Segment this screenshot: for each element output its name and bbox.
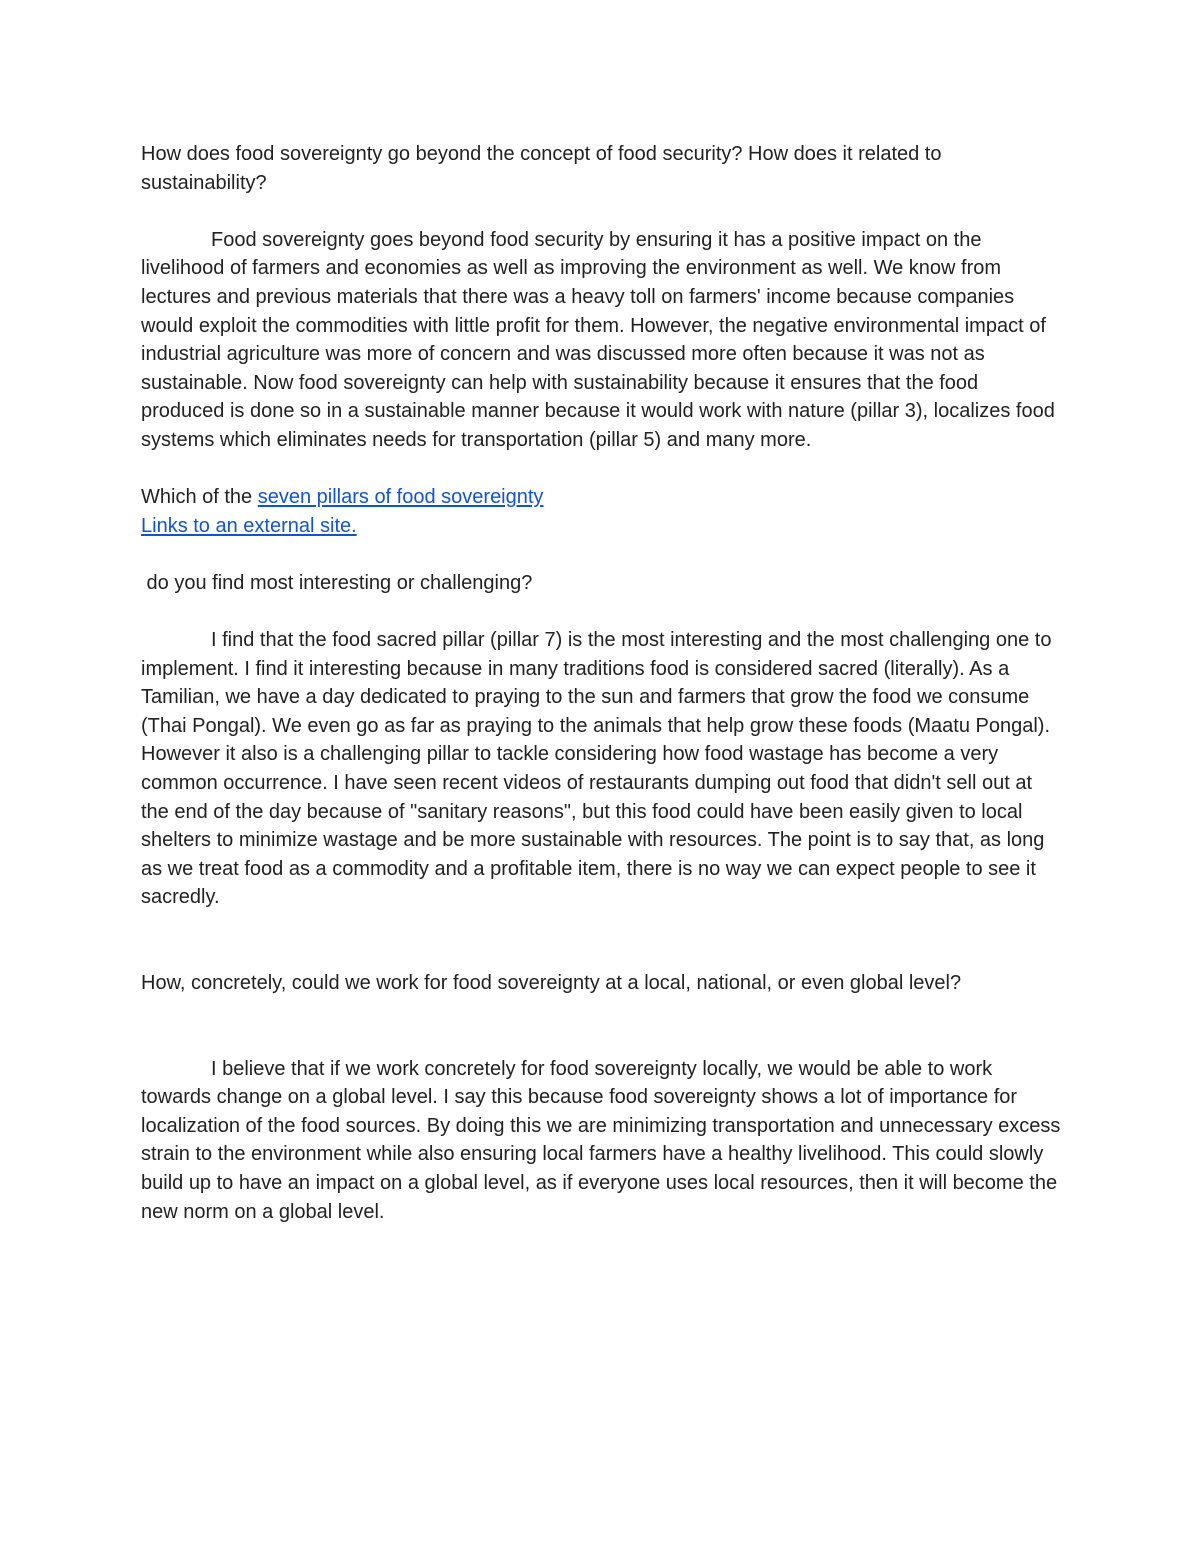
spacer <box>141 540 1061 569</box>
question-2-suffix: do you find most interesting or challenging? <box>141 571 533 594</box>
external-link-line <box>141 512 1061 541</box>
document-body <box>141 140 1061 1226</box>
question-1: How does food sovereignty go beyond the concept of food security? How does it related to sustainability? <box>141 143 942 194</box>
answer-2: I find that the food sacred pillar (pillar 7) is the most interesting and the most challenging one to implement. I find it interesting because in many traditions food is considered sacred (literally). As a Tamilian, we have a day dedicated to praying to the sun and farmers that grow the food we consume (Thai Pongal). We even go as far as praying to the animals that help grow these foods (Maatu Pongal). However it also is a challenging pillar to tackle considering how food wastage has become a very common occurrence. I have seen recent videos of restaurants dumping out food that didn't sell out at the end of the day because of "sanitary reasons", but this food could have been easily given to local shelters to minimize wastage and be more sustainable with resources. The point is to say that, as long as we treat food as a commodity and a profitable item, there is no way we can expect people to see it sacredly. <box>141 629 1052 909</box>
question-3: How, concretely, could we work for food sovereignty at a local, national, or even global level? <box>141 972 962 995</box>
external-site-link[interactable]: Links to an external site. <box>141 514 357 537</box>
spacer <box>141 998 1061 1055</box>
question-2-prefix: Which of the <box>141 486 258 509</box>
answer-1: Food sovereignty goes beyond food security by ensuring it has a positive impact on the livelihood of farmers and economies as well as improving the environment as well. We know from lectures and previous materials that there was a heavy toll on farmers' income because companies would exploit the commodities with little profit for them. However, the negative environmental impact of industrial agriculture was more of concern and was discussed more often because it was not as sustainable. Now food sovereignty can help with sustainability because it ensures that the food produced is done so in a sustainable manner because it would work with nature (pillar 3), localizes food systems which eliminates needs for transportation (pillar 5) and many more. <box>141 228 1055 451</box>
spacer <box>141 455 1061 484</box>
question-2-line <box>141 483 1061 512</box>
spacer <box>141 912 1061 969</box>
answer-3: I believe that if we work concretely for food sovereignty locally, we would be able to work towards change on a global level. I say this because food sovereignty shows a lot of importance for localization of the food sources. By doing this we are minimizing transportation and unnecessary excess strain to the environment while also ensuring local farmers have a healthy livelihood. This could slowly build up to have an impact on a global level, as if everyone uses local resources, then it will become the new norm on a global level. <box>141 1057 1061 1223</box>
spacer <box>141 197 1061 226</box>
seven-pillars-link[interactable]: seven pillars of food sovereignty <box>257 486 544 509</box>
spacer <box>141 598 1061 627</box>
